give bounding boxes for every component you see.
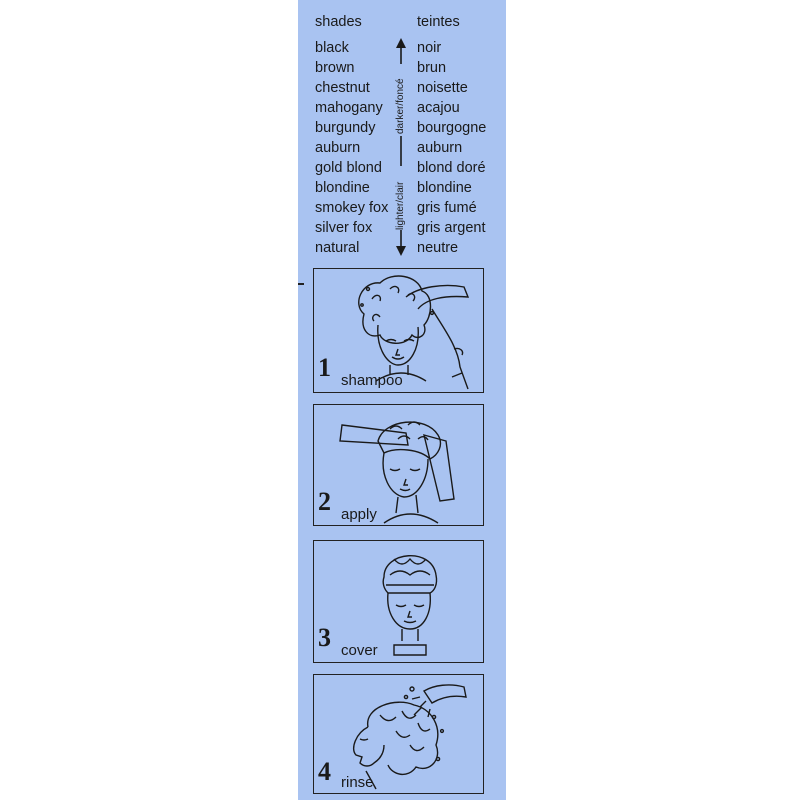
shade-en: mahogany bbox=[315, 100, 383, 116]
shade-en: burgundy bbox=[315, 120, 376, 136]
step-number: 4 bbox=[318, 757, 331, 786]
panel-edge-mark bbox=[298, 283, 304, 285]
teintes-heading: teintes bbox=[417, 14, 460, 30]
shade-fr: noir bbox=[417, 40, 442, 56]
shades-heading: shades bbox=[315, 14, 362, 30]
step-label: apply bbox=[341, 506, 377, 523]
darker-lighter-scale bbox=[389, 38, 413, 256]
shades-english-column bbox=[315, 12, 388, 258]
shade-fr: blondine bbox=[417, 180, 472, 196]
shade-en: black bbox=[315, 40, 349, 56]
step-number: 1 bbox=[318, 353, 331, 382]
shade-en: blondine bbox=[315, 180, 370, 196]
shade-fr: noisette bbox=[417, 80, 468, 96]
shade-en: smokey fox bbox=[315, 200, 389, 216]
shade-en: brown bbox=[315, 60, 355, 76]
step-number: 3 bbox=[318, 623, 331, 652]
step-rinse bbox=[313, 674, 484, 794]
shade-en: auburn bbox=[315, 140, 361, 156]
step-label: cover bbox=[341, 642, 378, 659]
apply-illustration-icon bbox=[314, 405, 485, 527]
shade-en: chestnut bbox=[315, 80, 370, 96]
step-number: 2 bbox=[318, 487, 331, 516]
shade-fr: bourgogne bbox=[417, 120, 487, 136]
shade-fr: blond doré bbox=[417, 160, 486, 176]
shade-en: gold blond bbox=[315, 160, 382, 176]
step-apply bbox=[313, 404, 484, 526]
shade-en: natural bbox=[315, 240, 360, 256]
step-label: shampoo bbox=[341, 372, 403, 389]
instruction-panel bbox=[298, 0, 506, 800]
lighter-label: lighter/clair bbox=[395, 181, 406, 230]
shade-fr: neutre bbox=[417, 240, 459, 256]
step-label: rinse bbox=[341, 774, 374, 791]
step-shampoo bbox=[313, 268, 484, 393]
darker-label: darker/foncé bbox=[395, 78, 406, 134]
step-cover bbox=[313, 540, 484, 663]
shade-fr: brun bbox=[417, 60, 447, 76]
shades-french-column bbox=[417, 12, 486, 258]
cover-illustration-icon bbox=[314, 541, 485, 664]
rinse-illustration-icon bbox=[314, 675, 485, 795]
shade-fr: gris argent bbox=[417, 220, 486, 236]
shade-fr: auburn bbox=[417, 140, 463, 156]
shade-fr: gris fumé bbox=[417, 200, 477, 216]
shade-fr: acajou bbox=[417, 100, 460, 116]
shade-en: silver fox bbox=[315, 220, 373, 236]
